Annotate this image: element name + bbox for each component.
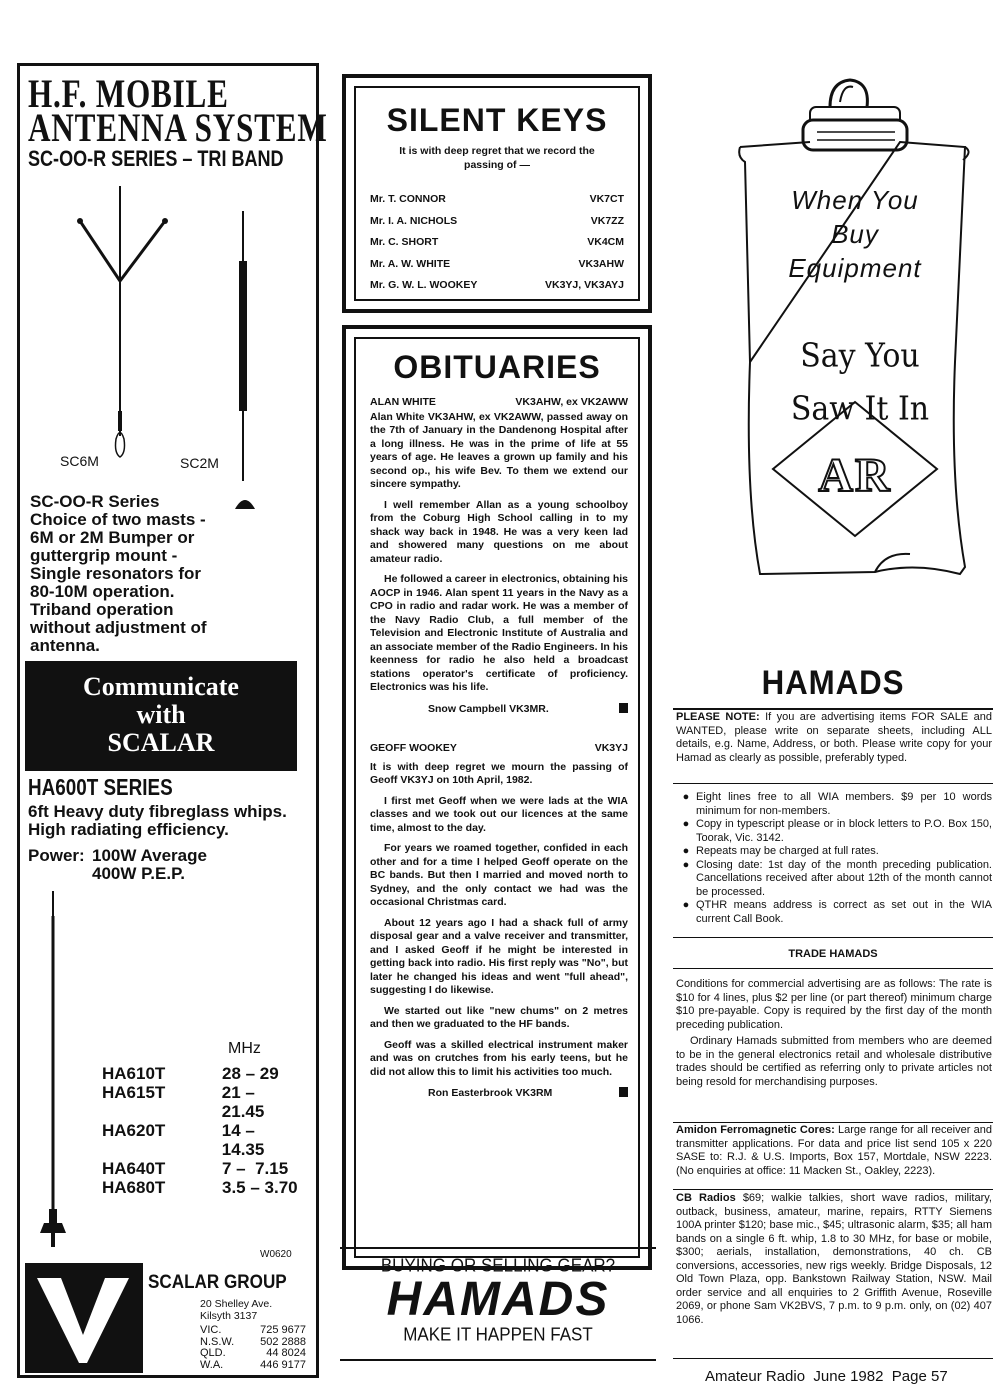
series-title: HA600T SERIES: [28, 774, 173, 800]
phone-number: 502 2888: [260, 1335, 306, 1348]
member-name: Mr. C. SHORT: [370, 236, 439, 248]
silent-key-entry: [370, 232, 624, 254]
hamads-divider: [673, 968, 993, 969]
tri-band-antenna-illustration: [40, 181, 280, 481]
trade-conditions: [676, 978, 992, 1089]
obituary-paragraph: He followed a career in electronics, obtaining his AOCP in 1946. Alan spent 11 years in the Navy as a CPO in radio and radar work. He was a member of the Navy Radio Club, a full member of the Television and Electronic Institute of Australia and an associate member of the Radio Engineers. In his keenness for radio he also held a broadcast stations operator's certificate of proficiency. Electronics was his life.: [370, 573, 628, 693]
model-name: HA640T: [102, 1159, 166, 1178]
model-row: [102, 1083, 302, 1121]
note-text: If you are advertising items FOR SALE and WANTED, please write on separate sheets, including ALL details, e.g. Name, Address, or both. Please write copy for your Hamad as clearly as possible, preferably typed.: [676, 711, 992, 764]
rule-item: [676, 791, 992, 818]
scalar-logo: [25, 1263, 143, 1373]
ad-code: W0620: [260, 1249, 292, 1260]
feature-line: 80-10M operation.: [30, 582, 175, 601]
end-mark-icon: [619, 1087, 628, 1097]
model-name: HA615T: [102, 1083, 166, 1102]
rule-item: [676, 845, 992, 859]
note-label: PLEASE NOTE:: [676, 711, 760, 723]
obituaries-title: OBITUARIES: [393, 349, 601, 385]
promo-top-rule: [340, 1247, 656, 1250]
hamads-rule: [673, 708, 993, 710]
ar-handwritten-text: [770, 330, 950, 436]
ar-ad-text: [750, 183, 960, 285]
feature-line: SC-OO-R Series: [30, 492, 160, 511]
obituary-heading: [370, 396, 628, 410]
trade-paragraph: Ordinary Hamads submitted from members who are deemed to be in the general electronics retail and wholesale distributive trades should be certified as referring only to private articles not being resold for merchandising purposes.: [676, 1035, 992, 1088]
hamads-divider: [673, 1358, 993, 1359]
silent-keys-list: [370, 189, 624, 297]
rule-text: Repeats may be charged at full rates.: [696, 845, 879, 857]
phone-list: [200, 1325, 306, 1371]
ad-text: Large range for all receiver and transmitter applications. For data and price list send 105 x 220 SASE to: R.J. & U.S. Imports, Box 157, Mortdale, NSW 2223. (No enquiries at office: 11 Macken St., Oakley, 2223).: [676, 1124, 992, 1177]
ad-subtitle: SC-OO-R SERIES – TRI BAND: [28, 146, 284, 171]
ad-text: $69; walkie talkies, short wave radios, military, outback, business, amateur, marine, repairs, RTTY Siemens 100A printer $120; base mic., $45; ultrasonic alarm, $35; all ham bands on a single 6 ft. whip, 1.8 to 30 MHz, for base or mobile, $300; aerials, installation, demonstrations, 40 ch. CB conversions, accessories, new rigs weekly. Bridge Disposals, 12 Old Town Plaza, opp. Bankstown Railway Station, NSW. Mail order service and all enquiries to 2 Griffith Avenue, Roseville 2069, or phone Sam VK2BVS, 7 p.m. to 9 p.m. only, on (02) 407 1066.: [676, 1192, 992, 1326]
address-line2: Kilsyth 3137: [200, 1310, 258, 1322]
rule-text: Eight lines free to all WIA members. $9 per 10 words minimum for non-members.: [696, 791, 992, 817]
phone-row: [200, 1360, 306, 1372]
model-range: 28 – 29: [222, 1064, 279, 1083]
member-name: Mr. I. A. NICHOLS: [370, 214, 458, 227]
member-callsign: VK3YJ, VK3AYJ: [545, 279, 624, 291]
ar-line2: Buy: [831, 219, 879, 249]
banner-line3: SCALAR: [107, 728, 215, 757]
address-line1: 20 Shelley Ave.: [200, 1298, 273, 1310]
rule-item: [676, 899, 992, 926]
obituary-paragraph: Geoff was a skilled electrical instrument maker and was on crutches from his early teens, but he did not allow this to limit his activities too much.: [370, 1038, 628, 1078]
feature-line: 6M or 2M Bumper or: [30, 528, 195, 547]
intro-line1: It is with deep regret that we record the: [399, 145, 595, 157]
hamads-note: [676, 711, 992, 765]
obituary-signature: Snow Campbell VK3MR.: [428, 702, 549, 715]
obituary-signature-row: [370, 1087, 628, 1101]
promo-bottom-text: MAKE IT HAPPEN FAST: [403, 1324, 593, 1345]
hamads-title: HAMADS: [761, 664, 905, 702]
model-row: [102, 1159, 302, 1178]
member-name: Mr. A. W. WHITE: [370, 257, 451, 270]
rule-text: Closing date: 1st day of the month preceding publication. Cancellations received after about 12th of the month cannot be processed.: [696, 858, 992, 898]
obituary-signature: Ron Easterbrook VK3RM: [428, 1087, 553, 1099]
phone-state: W.A.: [200, 1358, 224, 1371]
obituary-callsigns: VK3YJ: [594, 742, 628, 754]
feature-line: Choice of two masts -: [30, 510, 206, 529]
bullet-icon: ●: [682, 899, 690, 911]
obituary-signature-row: [370, 703, 628, 717]
model-range: 14 – 14.35: [221, 1121, 265, 1159]
silent-key-entry: [370, 211, 624, 233]
ad-amidon: [676, 1124, 992, 1178]
phone-row: [200, 1325, 306, 1337]
obituary-paragraph: I first met Geoff when we were lads at the WIA classes and we took out our licences at the same time, almost to the day.: [370, 794, 628, 834]
member-name: Mr. G. W. L. WOOKEY: [370, 279, 478, 291]
series-desc-line2: High radiating efficiency.: [28, 820, 229, 839]
ad-title-line1: H.F. MOBILE: [28, 71, 229, 116]
series-desc-line1: 6ft Heavy duty fibreglass whips.: [28, 802, 287, 821]
company-address: [200, 1298, 272, 1322]
obituary-geoff-wookey: [370, 742, 628, 1101]
member-callsign: VK4CM: [587, 236, 624, 248]
phone-state: N.S.W.: [200, 1335, 235, 1348]
model-range: 21 – 21.45: [221, 1083, 265, 1121]
end-mark-icon: [619, 703, 628, 713]
silent-key-entry: [370, 254, 624, 276]
bullet-icon: ●: [682, 791, 690, 803]
power-average: 100W Average: [92, 846, 207, 865]
silent-key-entry: [370, 275, 624, 297]
rule-item: [676, 818, 992, 845]
scroll-with-clip-illustration: [735, 62, 980, 582]
promo-top-text: BUYING OR SELLING GEAR?: [380, 1255, 616, 1276]
trade-paragraph: Conditions for commercial advertising are as follows: The rate is $10 for 4 lines, plus $2 per line (or part thereof) minimum charge $10 pre-payable. Copy is required by the first day of the month preceding publication.: [676, 978, 992, 1031]
ad-title-line2: ANTENNA SYSTEM: [28, 105, 328, 150]
silent-keys-inner: [354, 86, 640, 301]
phone-state: QLD.: [200, 1347, 226, 1359]
obituaries-inner: [354, 337, 640, 1258]
rule-text: QTHR means address is correct as set out in the WIA current Call Book.: [696, 899, 992, 925]
banner-line2: with: [136, 700, 186, 729]
hamads-divider: [673, 1122, 993, 1123]
bullet-icon: ●: [682, 858, 690, 871]
ad-cb-radios: [676, 1192, 992, 1327]
label-sc6m: SC6M: [60, 453, 99, 469]
feature-line: without adjustment of: [30, 618, 207, 637]
member-name: Mr. T. CONNOR: [370, 193, 446, 205]
model-table: [102, 1064, 302, 1197]
phone-row: [200, 1348, 306, 1360]
intro-line2: passing of —: [464, 158, 530, 171]
model-row: [102, 1064, 302, 1083]
member-callsign: VK7CT: [589, 193, 624, 205]
banner-line1: Communicate: [83, 672, 239, 701]
series-description: [28, 803, 318, 839]
ad-heading: Amidon Ferromagnetic Cores:: [676, 1124, 835, 1136]
page-footer: Amateur Radio June 1982 Page 57: [705, 1368, 948, 1385]
feature-line: Triband operation: [30, 600, 174, 619]
obituary-paragraph: I well remember Allan as a young schoolboy from the Coburg High School calling in to my shack way back in 1948. He was a very keen lad and showered many questions on me about amateur radio.: [370, 498, 628, 565]
model-row: [102, 1178, 302, 1197]
model-range: 7 – 7.15: [222, 1159, 289, 1178]
ar-hand-line2: Saw It In: [790, 389, 930, 429]
ar-hand-line1: Say You: [800, 336, 920, 376]
scalar-advertisement: [17, 63, 328, 1378]
obituary-paragraph: About 12 years ago I had a shack full of army disposal gear and a valve receiver and transmitter, and I asked Geoff if he might be interested in getting back into radio. His first reply was "No", but later he changed his ideas and went "full ahead", suggesting I do likewise.: [370, 916, 628, 996]
model-name: HA680T: [102, 1178, 166, 1197]
feature-line: Single resonators for: [30, 564, 201, 583]
feature-line: guttergrip mount -: [30, 546, 178, 565]
silent-keys-box: [342, 74, 652, 313]
obituary-paragraph: Alan White VK3AHW, ex VK2AWW, passed away on the 7th of January in the Dandenong Hospital after a long illness. He was in the prime of life at 55 years of age. He leaves a grown up family and his second op., his wife Bev. To them we extend our sincere sympathy.: [370, 410, 628, 490]
ha600t-whip-illustration: [38, 891, 68, 1251]
obituary-paragraph: It is with deep regret we mourn the passing of Geoff VK3YJ on 10th April, 1982.: [370, 760, 628, 786]
member-callsign: VK7ZZ: [590, 214, 624, 227]
ar-line1: When You: [791, 185, 919, 215]
hamads-divider: [673, 937, 993, 938]
obituary-heading: [370, 742, 628, 756]
silent-keys-title: SILENT KEYS: [386, 102, 608, 138]
obituary-callsigns: VK3AHW, ex VK2AWW: [515, 396, 628, 408]
company-name: SCALAR GROUP: [148, 1272, 287, 1293]
feature-line: antenna.: [30, 636, 100, 655]
power-pep: 400W P.E.P.: [92, 864, 185, 883]
obituary-paragraph: For years we roamed together, confided in each other and for a time I helped Geoff operate on the BC bands. But then I married and moved north to Sydney, and the only contact we had was the occasional Christmas card.: [370, 842, 628, 908]
hamads-divider: [673, 1189, 993, 1190]
mhz-header: MHz: [228, 1040, 261, 1057]
model-row: [102, 1121, 302, 1159]
promo-hamads: HAMADS: [386, 1273, 610, 1326]
ar-line3: Equipment: [788, 253, 922, 283]
phone-number: 44 8024: [266, 1347, 306, 1359]
communicate-banner: [25, 661, 297, 771]
obituary-paragraph: We started out like "new chums" on 2 metres and then we graduated to the HF bands.: [370, 1004, 628, 1030]
rule-item: [676, 859, 992, 900]
model-name: HA620T: [102, 1121, 166, 1140]
member-callsign: VK3AHW: [578, 257, 624, 270]
phone-number: 446 9177: [260, 1358, 306, 1371]
label-sc2m: SC2M: [180, 455, 219, 471]
ar-logo: AR: [818, 449, 892, 502]
ad-heading: CB Radios: [676, 1192, 736, 1204]
obituaries-box: [342, 325, 652, 1270]
hamads-rules-list: [676, 791, 992, 926]
obituary-name: ALAN WHITE: [370, 396, 436, 408]
silent-keys-intro: [356, 145, 638, 172]
phone-number: 725 9677: [260, 1324, 306, 1336]
bullet-icon: ●: [682, 818, 690, 830]
obituary-alan-white: [370, 396, 628, 716]
trade-hamads-title: TRADE HAMADS: [788, 948, 878, 960]
feature-list: [30, 493, 310, 655]
obituary-name: GEOFF WOOKEY: [370, 742, 457, 754]
rule-text: Copy in typescript please or in block letters to P.O. Box 150, Toorak, Vic. 3142.: [696, 818, 992, 844]
model-range: 3.5 – 3.70: [222, 1178, 298, 1197]
phone-state: VIC.: [200, 1324, 222, 1336]
model-name: HA610T: [102, 1064, 166, 1083]
promo-bottom-rule: [340, 1359, 656, 1362]
silent-key-entry: [370, 189, 624, 211]
hamads-divider: [673, 783, 993, 784]
bullet-icon: ●: [682, 845, 690, 857]
power-label: Power:: [28, 846, 85, 865]
